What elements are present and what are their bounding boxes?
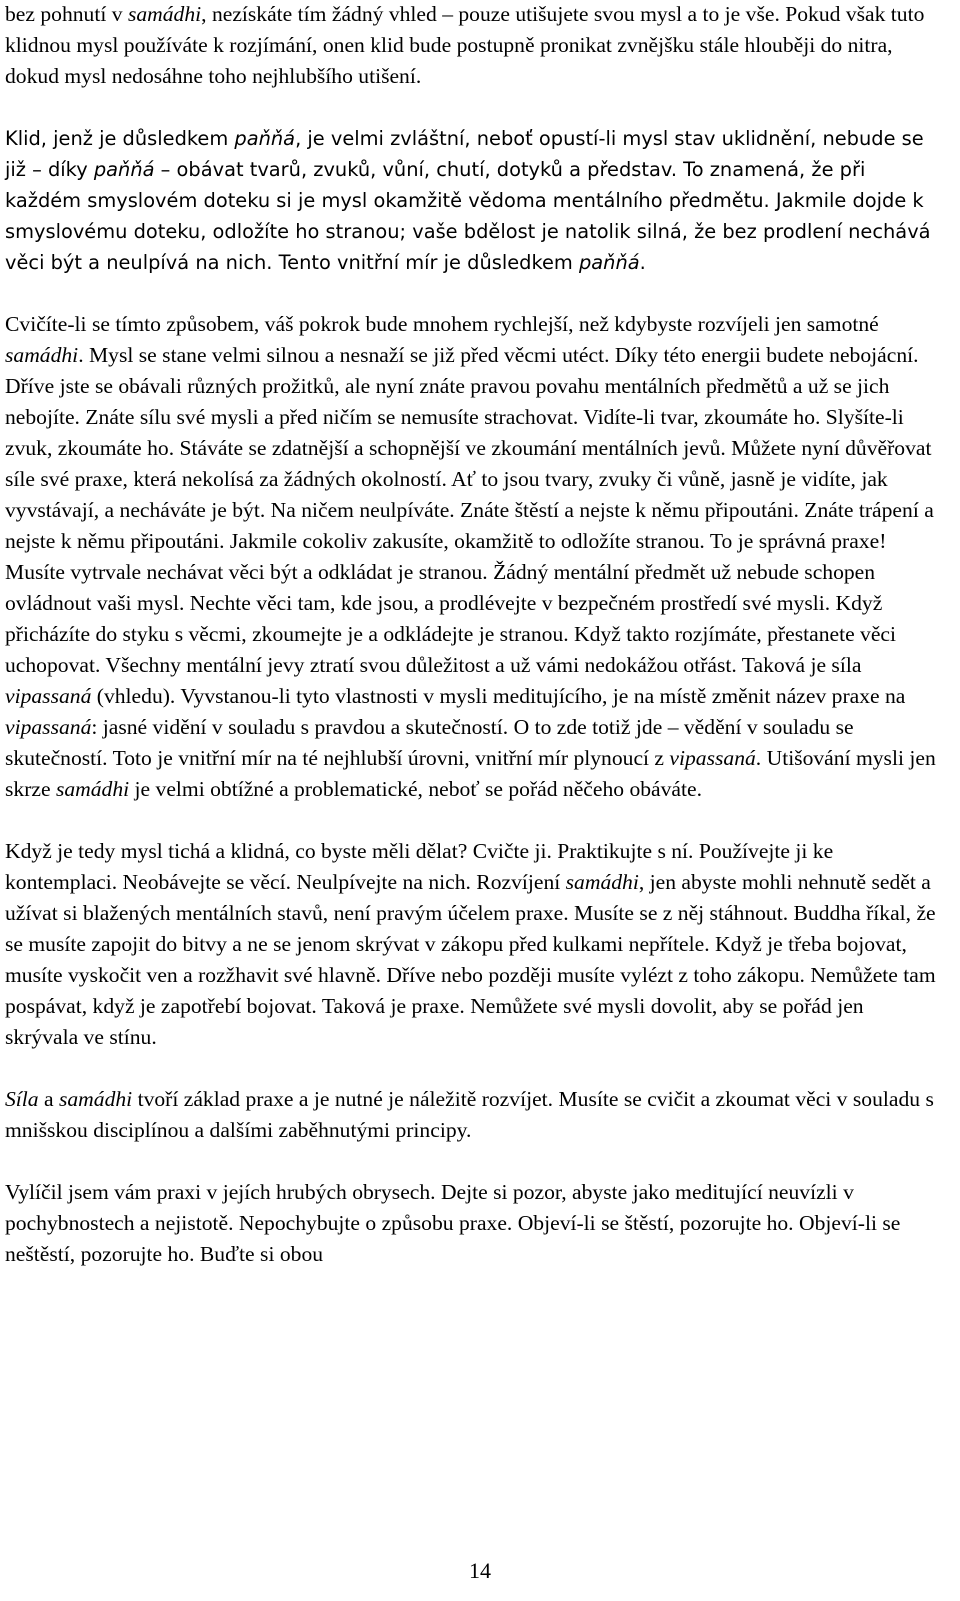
text-run: a: [38, 1087, 59, 1111]
body-text: [5, 0, 936, 1270]
text-run: , jen abyste mohli nehnutě sedět a užívat si blažených mentálních stavů, není pravým účelem praxe. Musíte se z něj stáhnout. Buddha říkal, že se musíte zapojit do bitvy a ne se jenom skrývat v zákopu před kulkami nepřítele. Když je třeba bojovat, musíte vyskočit ven a rozžhavit své hlavně. Dříve nebo později musíte vylézt z toho zákopu. Nemůžete tam pospávat, když je zapotřebí bojovat. Taková je praxe. Nemůžete své mysli dovolit, aby se pořád jen skrývala ve stínu.: [5, 870, 936, 1049]
text-run: , nezískáte tím žádný vhled – pouze utišujete svou mysl a to je vše. Pokud však tuto klidnou mysl používáte k rozjímání, onen klid bude postupně pronikat zvnějšku stále hlouběji do nitra, dokud mysl nedosáhne toho nejhlubšího utišení.: [5, 2, 925, 88]
text-run: (vhledu). Vyvstanou-li tyto vlastnosti v mysli meditujícího, je na místě změnit název praxe na: [91, 684, 906, 708]
paragraph-6: [5, 1177, 936, 1270]
text-run: – obávat tvarů, zvuků, vůní, chutí, dotyků a představ. To znamená, že při každém smyslovém doteku si je mysl okamžitě vědoma mentálního předmětu. Jakmile dojde k smyslovému doteku, odložíte ho stranou; vaše bdělost je natolik silná, že bez prodlení nechává věci být a neulpívá na nich. Tento vnitřní mír je důsledkem: [5, 158, 931, 274]
text-run: Cvičíte-li se tímto způsobem, váš pokrok bude mnohem rychlejší, než kdybyste rozvíjeli jen samotné: [5, 312, 879, 336]
italic-term: vipassaná: [5, 684, 92, 708]
text-run: . Utišování mysli jen skrze: [5, 746, 936, 801]
text-run: . Mysl se stane velmi silnou a nesnaží se již před věcmi utéct. Díky této energii budete nebojácní. Dříve jste se obávali různých prožitků, ale nyní znáte pravou povahu mentálních předmětů a už se jich nebojíte. Znáte sílu své mysli a před ničím se nemusíte strachovat. Vidíte-li tvar, zkoumáte ho. Slyšíte-li zvuk, zkoumáte ho. Stáváte se zdatnější a schopnější ve zkoumání mentálních jevů. Můžete nyní důvěřovat síle své praxe, která nekolísá za žádných okolností. Ať to jsou tvary, zvuky či vůně, jasně je vidíte, jak vyvstávají, a necháváte je být. Na ničem neulpíváte. Znáte štěstí a nejste k němu připoutáni. Znáte trápení a nejste k němu připoutáni. Jakmile cokoliv zakusíte, okamžitě to odložíte stranou. To je správná praxe! Musíte vytrvale nechávat věci být a odkládat je stranou. Žádný mentální předmět už nebude schopen ovládnout vaši mysl. Nechte věci tam, kde jsou, a prodlévejte v bezpečném prostředí své mysli. Když přicházíte do styku s věcmi, zkoumejte je a odkládejte je stranou. Když takto rozjímáte, přestanete věci uchopovat. Všechny mentální jevy ztratí svou důležitost a už vámi nedokážou otřást. Taková je síla: [5, 343, 934, 677]
italic-term: paňňá: [578, 251, 640, 274]
paragraph-3: [5, 309, 936, 805]
italic-term: samádhi: [58, 1087, 133, 1111]
paragraph-2: [5, 123, 936, 278]
italic-term: paňňá: [93, 158, 155, 181]
page-number: 14: [469, 1558, 491, 1583]
text-run: , je velmi zvláštní, neboť opustí-li mysl stav uklidnění, nebude se již – díky: [5, 127, 924, 181]
italic-term: paňňá: [234, 127, 296, 150]
text-run: tvoří základ praxe a je nutné je náležitě rozvíjet. Musíte se cvičit a zkoumat věci v souladu s mnišskou disciplínou a dalšími zaběhnutými principy.: [5, 1087, 934, 1142]
italic-term: samádhi: [55, 777, 130, 801]
italic-term: vipassaná: [669, 746, 756, 770]
text-run: bez pohnutí v: [5, 2, 128, 26]
paragraph-5: [5, 1084, 936, 1146]
text-run: : jasné vidění v souladu s pravdou a skutečností. O to zde totiž jde – vědění v souladu se skutečností. Toto je vnitřní mír na té nejhlubší úrovni, vnitřní mír plynoucí z: [5, 715, 854, 770]
text-run: je velmi obtížné a problematické, neboť se pořád něčeho obáváte.: [129, 777, 702, 801]
italic-term: samádhi: [565, 870, 639, 894]
italic-term: samádhi: [127, 2, 202, 26]
paragraph-4: [5, 836, 936, 1053]
paragraph-1: [5, 0, 936, 92]
italic-term: Síla: [5, 1087, 39, 1111]
text-run: Když je tedy mysl tichá a klidná, co byste měli dělat? Cvičte ji. Praktikujte s ní. Používejte ji ke kontemplaci. Neobávejte se věcí. Neulpívejte na nich. Rozvíjení: [5, 839, 834, 894]
italic-term: samádhi: [5, 343, 79, 367]
text-run: .: [639, 251, 646, 274]
italic-term: vipassaná: [5, 715, 92, 739]
text-run: Vylíčil jsem vám praxi v jejích hrubých obrysech. Dejte si pozor, abyste jako meditující neuvízli v pochybnostech a nejistotě. Nepochybujte o způsobu praxe. Objeví-li se štěstí, pozorujte ho. Objeví-li se neštěstí, pozorujte ho. Buďte si obou: [5, 1180, 901, 1266]
text-run: Klid, jenž je důsledkem: [5, 127, 235, 150]
